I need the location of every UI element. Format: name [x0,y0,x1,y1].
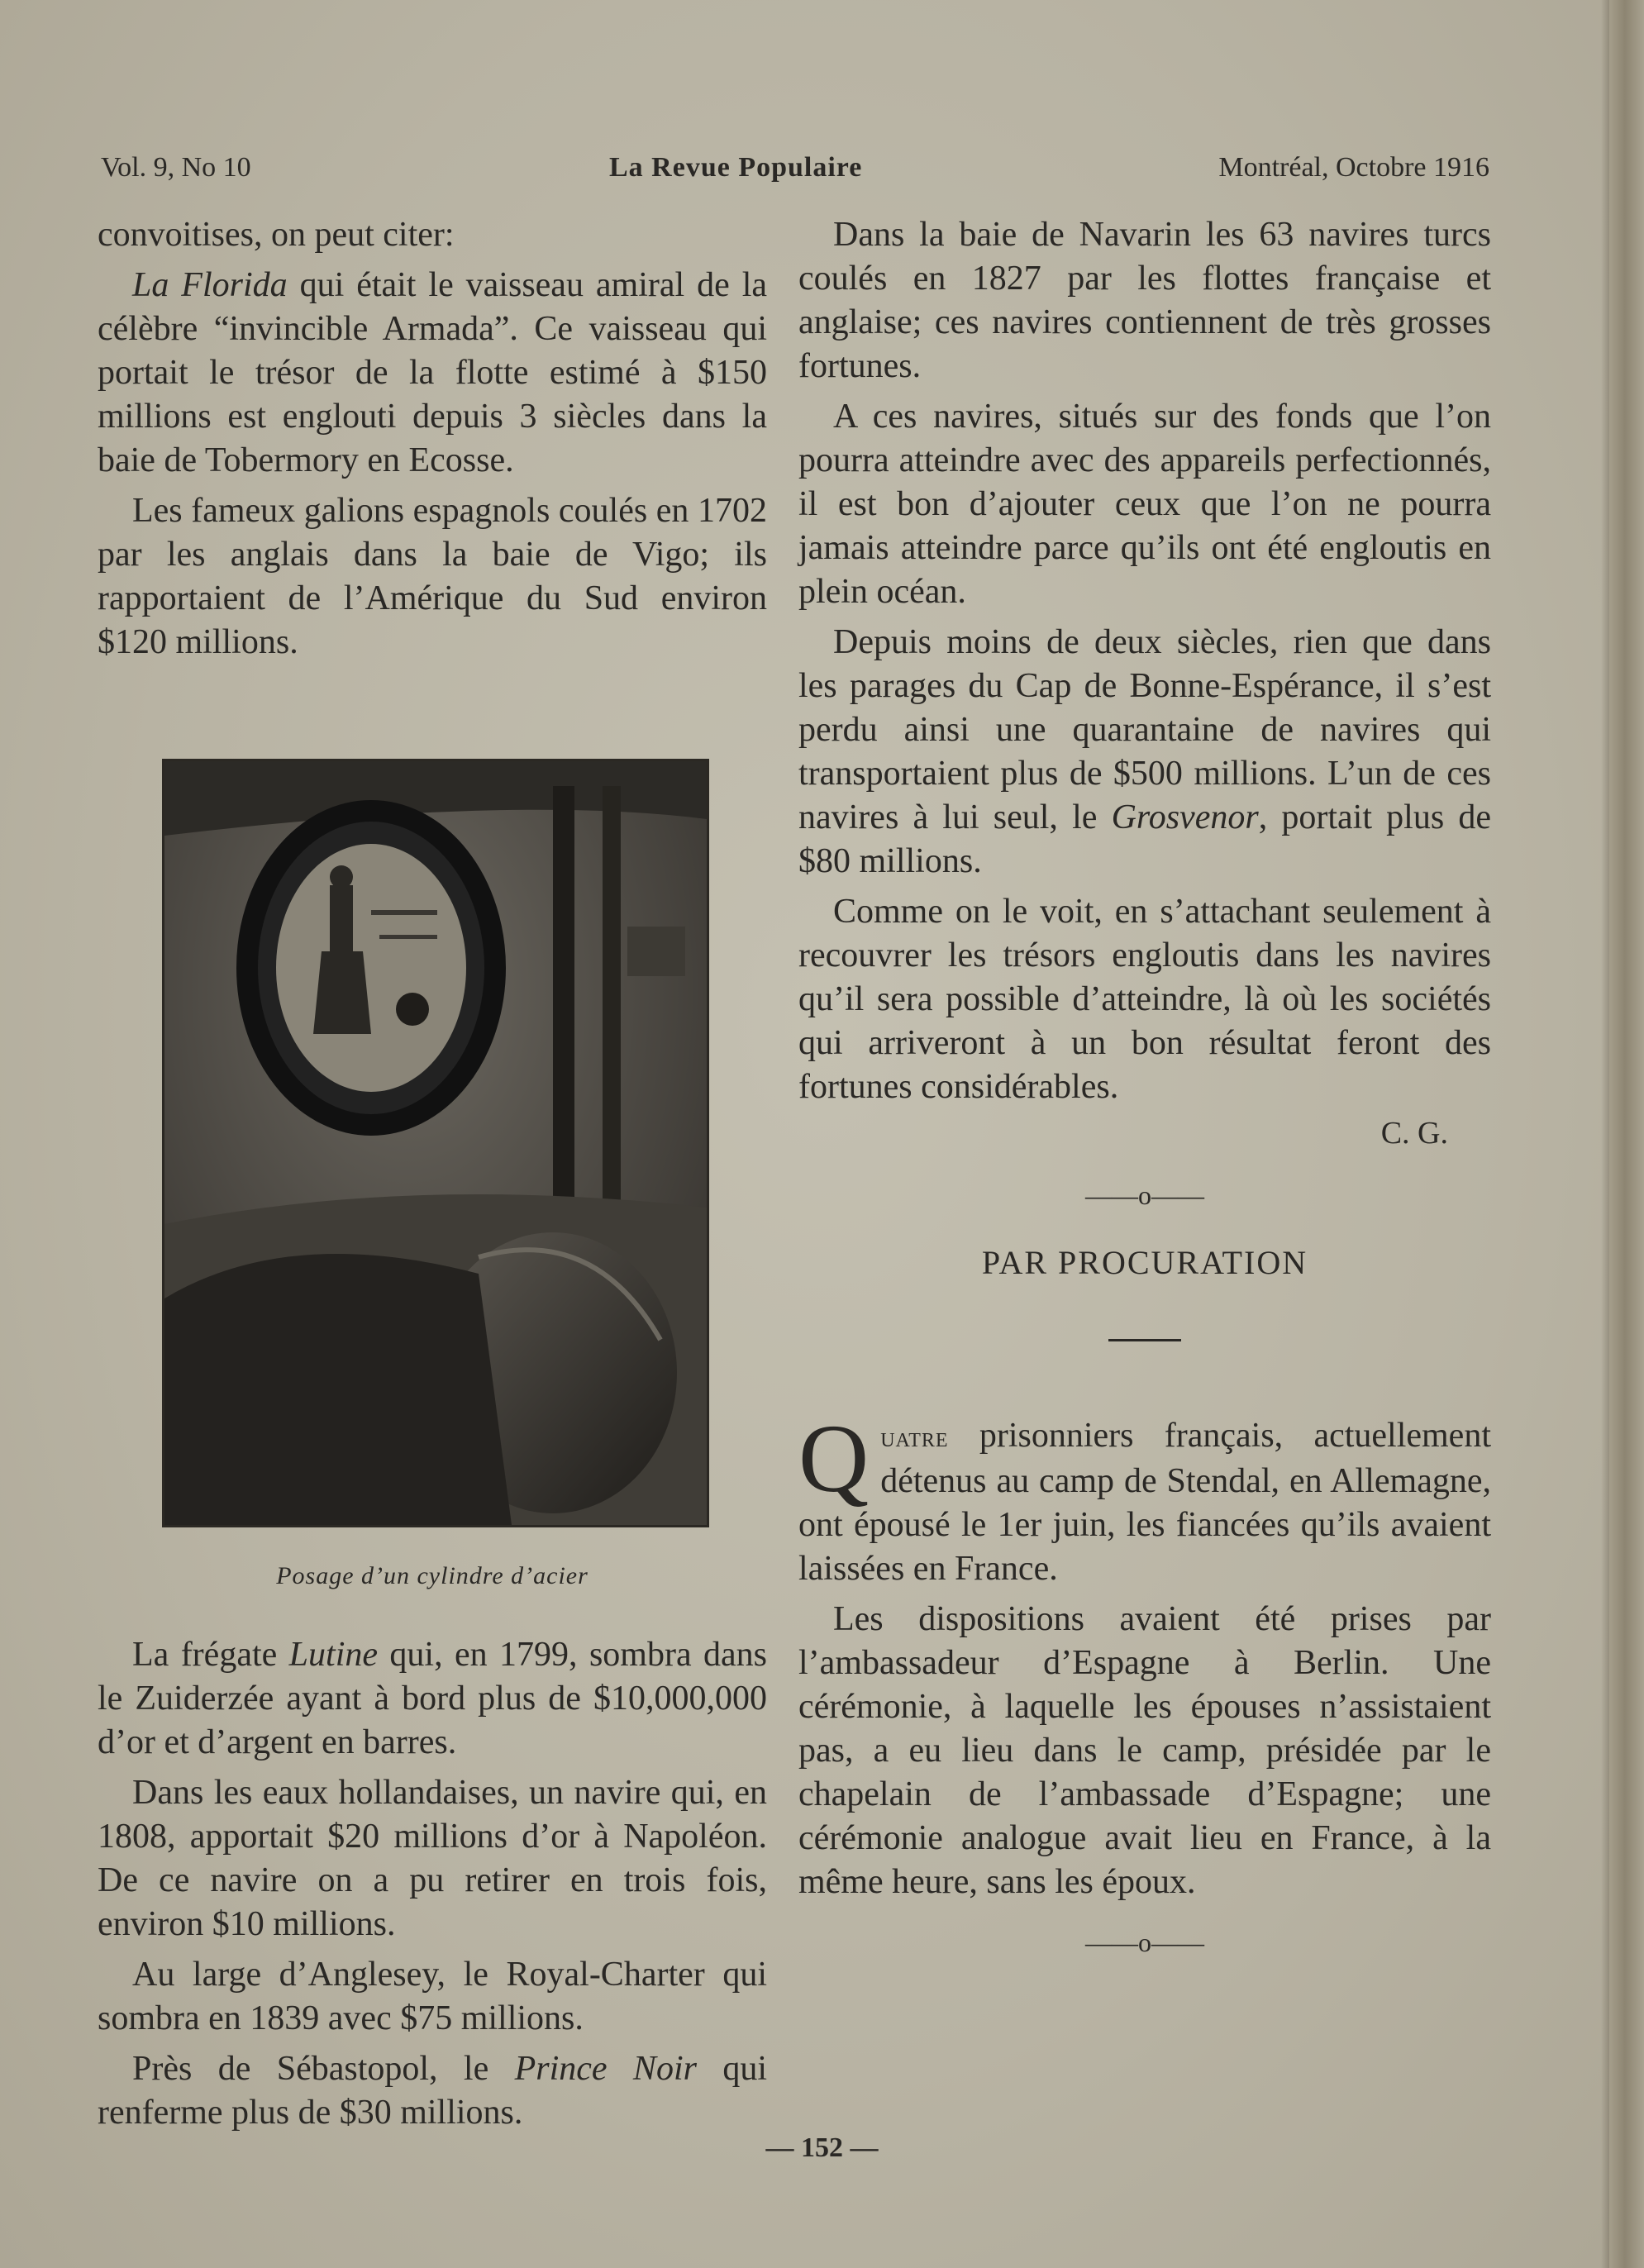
header-date: Montréal, Octobre 1916 [1218,152,1489,183]
page-edge [1609,0,1644,2268]
paragraph: Les dispositions avaient été prises par l’ambassadeur d’Espagne à Berlin. Une cérémonie, à laquelle les épouses n’assistaient pas, a eu lieu dans le camp, présidée par le chapelain de l’ambassade d’Espagne; une cérémonie analogue avait lieu en France, à la même heure, sans les époux. [798,1600,1491,1901]
left-column-lower [98,1633,767,2135]
left-column [98,213,767,665]
paragraph-text: qui était le vaisseau amiral de la célèbre “invincible Armada”. Ce vaisseau qui portait le trésor de la flotte estimé à $150 millions est englouti depuis 3 siècles dans la baie de Tobermory en Ecosse. [98,266,767,479]
running-header [101,152,1489,190]
ship-name: Grosvenor [1111,798,1259,836]
paragraph-text: prisonniers français, actuellement détenus au camp de Stendal, en Allemagne, ont épousé le 1er juin, les fiancées qu’ils avaient laissées en France. [798,1417,1491,1588]
paragraph-text: qui, en 1799, sombra dans le Zuiderzée ayant à bord plus de $10,000,000 d’or et d’argent en barres. [98,1636,767,1761]
paragraph: Au large d’Anglesey, le Royal-Charter qui sombra en 1839 avec $75 millions. [98,1956,767,2037]
small-caps-word: uatre [880,1422,949,1453]
author-signature: C. G. [1380,1116,1448,1151]
ship-name: Prince Noir [514,2050,697,2088]
paragraph-text: qui renferme plus de $30 millions. [98,2050,768,2132]
page-number: — 152 — [765,2132,879,2163]
photo-steel-cylinder [164,761,707,1525]
article-title: PAR PROCURATION [981,1244,1308,1281]
paragraph: convoitises, on peut citer: [98,216,455,254]
paragraph [98,264,767,483]
title-rule [1108,1339,1181,1341]
paragraph: Les fameux galions espagnols coulés en 1702 par les anglais dans la baie de Vigo; ils rapportaient de l’Amérique du Sud environ $120 millions. [98,492,767,661]
section-separator: ——o—— [1085,1180,1204,1210]
paragraph: A ces navires, situés sur des fonds que l’on pourra atteindre avec des appareils perfectionnés, il est bon d’ajouter ceux que l’on ne pourra jamais atteindre parce qu’ils ont été engloutis en plein océan. [798,398,1491,611]
paragraph-text: Depuis moins de deux siècles, rien que dans les parages du Cap de Bonne-Espérance, il s’est perdu ainsi une quarantaine de navires qui transportaient plus de $500 millions. L’un de ces navires à lui seul, le [798,623,1491,836]
paragraph-text: La frégate [132,1636,289,1674]
paragraph-text: , portait plus de $80 millions. [798,798,1491,880]
ship-name: Lutine [288,1636,379,1674]
paragraph [798,621,1491,884]
right-column [798,213,1491,1961]
ship-name: La Florida [132,266,288,304]
paragraph [98,1633,767,1765]
paragraph-text: Près de Sébastopol, le [132,2050,515,2088]
paragraph: Comme on le voit, en s’attachant seulement à recouvrer les trésors engloutis dans les navires qu’il sera possible d’atteindre, là où les sociétés qui arriveront à un bon résultat feront des fortunes considérables. [798,893,1491,1106]
paragraph: Dans les eaux hollandaises, un navire qui, en 1808, apportait $20 millions d’or à Napoléon. De ce navire on a pu retirer en trois fois, environ $10 millions. [98,1774,767,1943]
drop-cap: Q [798,1404,870,1513]
section-separator: ——o—— [1085,1927,1204,1957]
photograph [162,759,709,1527]
figure-caption: Posage d’un cylindre d’acier [276,1562,589,1589]
page-edge-shadow [1601,0,1609,2268]
paragraph: Dans la baie de Navarin les 63 navires turcs coulés en 1827 par les flottes française et anglaise; ces navires contiennent de très grosses fortunes. [798,216,1491,385]
paragraph [798,1404,1491,1591]
paragraph [98,2047,767,2135]
header-journal-title: La Revue Populaire [609,152,863,183]
header-volume: Vol. 9, No 10 [101,152,251,183]
